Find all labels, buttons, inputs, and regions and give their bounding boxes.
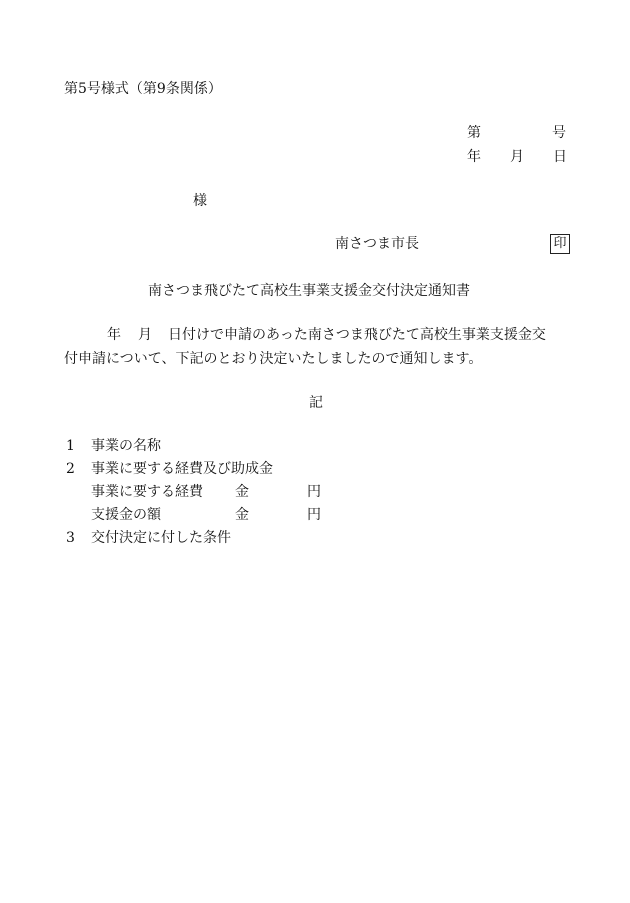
date-day: 日 <box>553 149 567 165</box>
body-line-2: 付申請について、下記のとおり決定いたしましたので通知します。 <box>64 351 483 367</box>
item-label-2: 事業に要する経費及び助成金 <box>91 461 273 477</box>
document-number-prefix: 第 <box>467 125 481 141</box>
subitem-label-1: 事業に要する経費 <box>91 484 203 500</box>
subitem-kin-1: 金 <box>235 484 249 500</box>
document-number-suffix: 号 <box>552 125 566 141</box>
date-month: 月 <box>510 149 524 165</box>
body-line-1: 日付けで申請のあった南さつま飛びたて高校生事業支援金交 <box>168 327 546 343</box>
ki-heading: 記 <box>309 395 323 411</box>
body-year: 年 <box>107 327 121 343</box>
item-number-2: 2 <box>66 461 75 477</box>
addressee-honorific: 様 <box>193 193 207 209</box>
item-number-3: 3 <box>66 530 75 546</box>
subitem-yen-1: 円 <box>307 484 321 500</box>
document-title: 南さつま飛びたて高校生事業支援金交付決定通知書 <box>148 283 470 299</box>
form-number: 第5号様式（第9条関係） <box>64 81 222 97</box>
subitem-kin-2: 金 <box>235 507 249 523</box>
item-label-1: 事業の名称 <box>91 438 161 454</box>
subitem-label-2: 支援金の額 <box>91 507 161 523</box>
item-number-1: 1 <box>66 438 75 454</box>
item-label-3: 交付決定に付した条件 <box>91 530 231 546</box>
subitem-yen-2: 円 <box>307 507 321 523</box>
body-month: 月 <box>138 327 152 343</box>
issuer-title: 南さつま市長 <box>335 236 419 252</box>
date-year: 年 <box>467 149 481 165</box>
seal-mark: 印 <box>550 234 570 254</box>
